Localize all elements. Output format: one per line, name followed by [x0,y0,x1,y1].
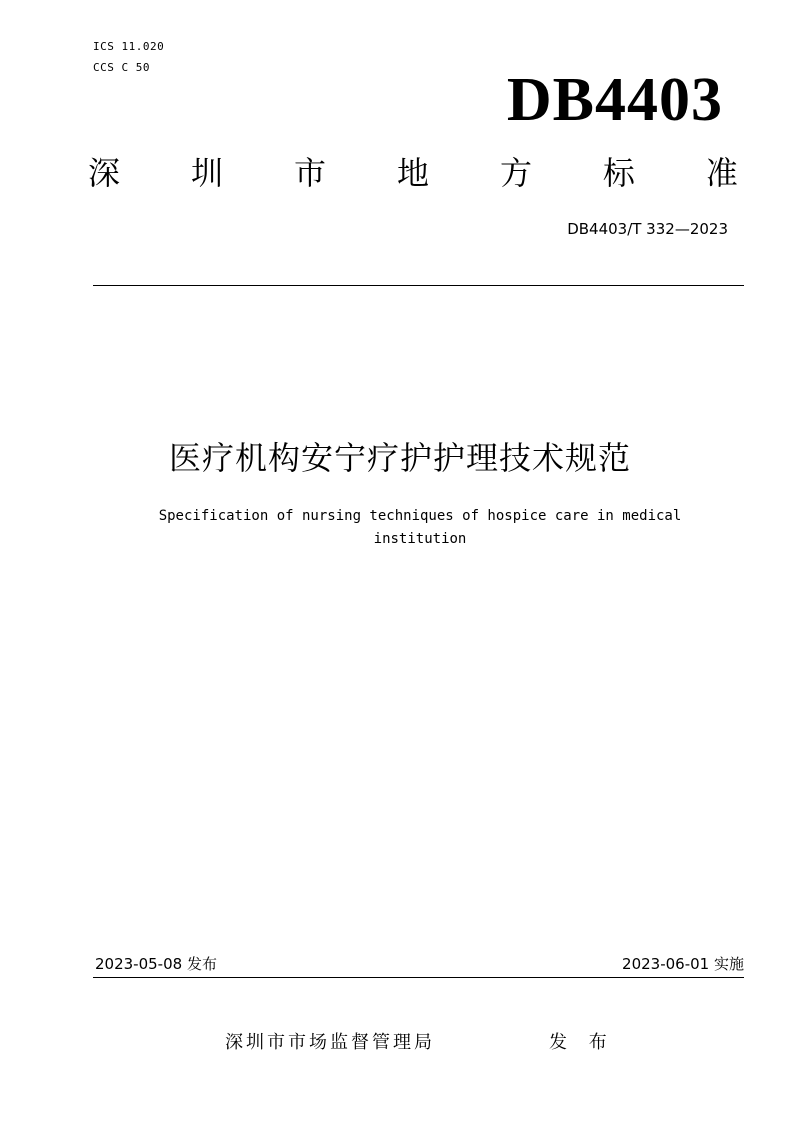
standard-type-char: 深 [88,154,121,192]
standard-type-char: 标 [602,154,635,192]
standard-type-char: 准 [705,154,738,192]
db-code-heading: DB4403 [506,66,723,134]
standard-type-char: 圳 [190,154,223,192]
document-title-english: Specification of nursing techniques of hospice care in medical institution [158,508,682,547]
publish-label: 发 布 [549,1032,615,1053]
publisher-name: 深圳市市场监督管理局 [225,1032,435,1053]
bottom-divider [93,977,744,978]
document-title-chinese: 医疗机构安宁疗护护理技术规范 [168,439,631,477]
publish-date: 2023-05-08 发布 [95,955,217,973]
ccs-code: CCS C 50 [93,61,150,74]
standard-number: DB4403/T 332—2023 [567,220,728,238]
standard-type-char: 地 [396,154,429,192]
standard-type-char: 市 [293,154,326,192]
implement-date: 2023-06-01 实施 [622,955,744,973]
standard-type-heading [88,153,738,193]
top-divider [93,285,744,286]
standard-type-char: 方 [499,154,532,192]
ics-code: ICS 11.020 [93,40,165,53]
